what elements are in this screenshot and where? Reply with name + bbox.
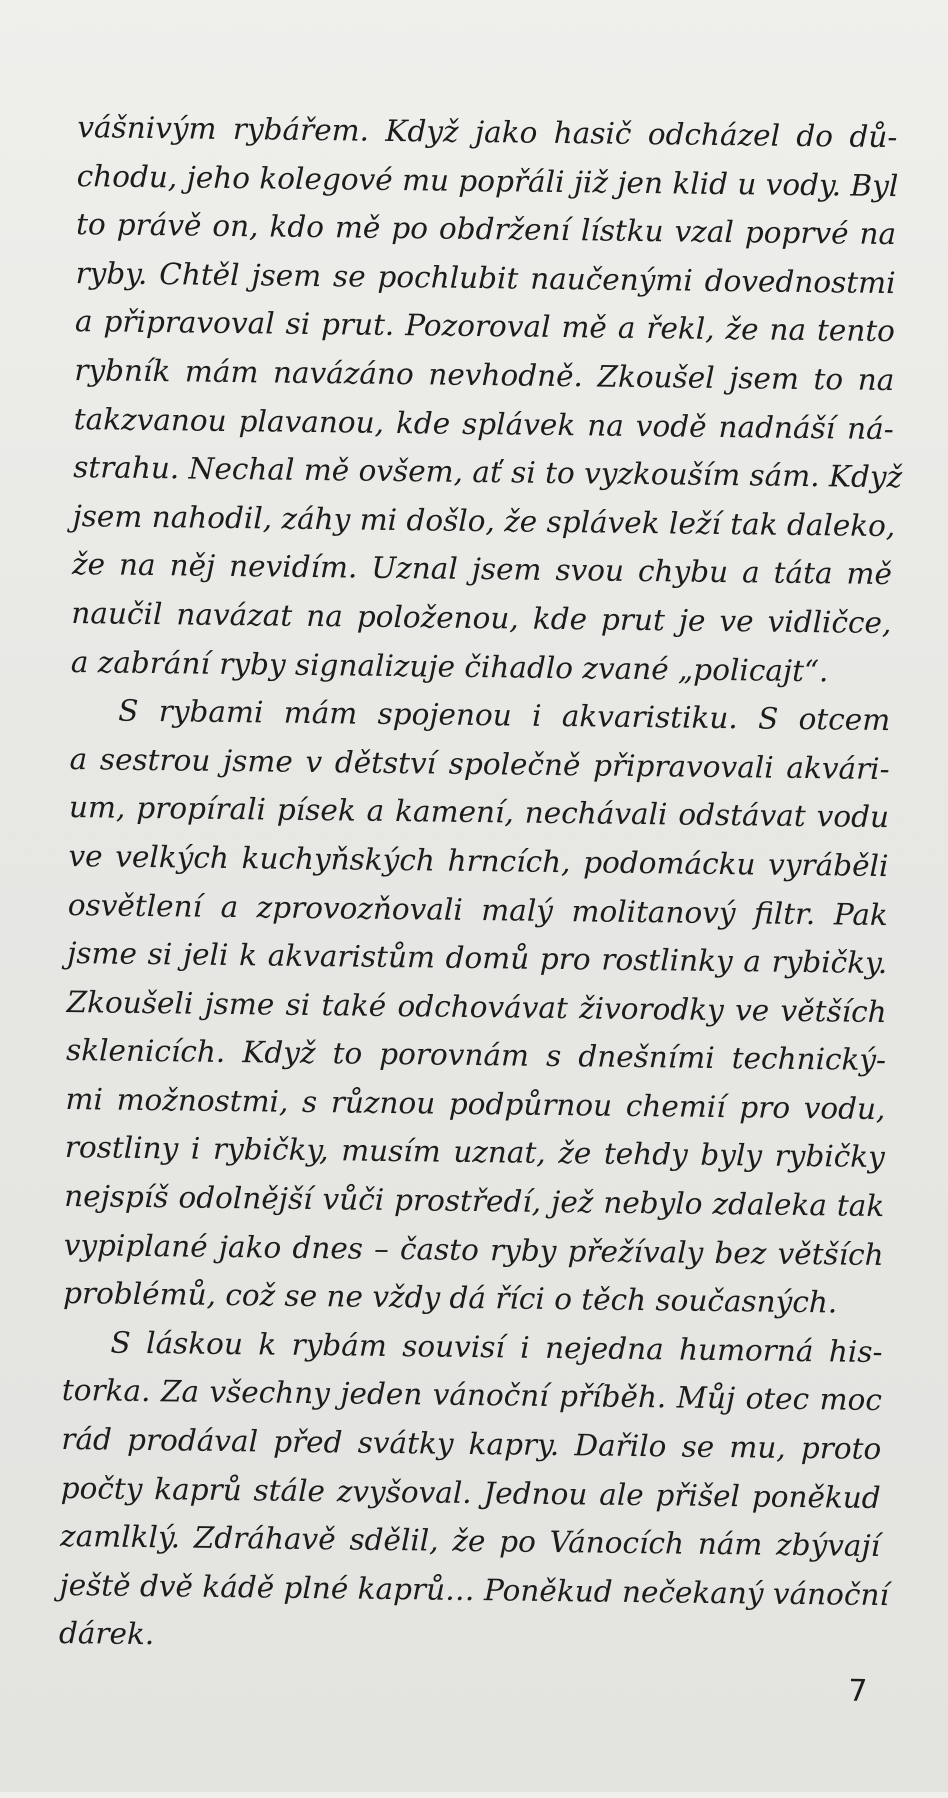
text-line: že na něj nevidím. Uznal jsem svou chybu a táta mě (71, 547, 893, 592)
text-line: to právě on, kdo mě po obdržení lístku vzal poprvé na (75, 207, 897, 252)
text-line: osvětlení a zprovozňovali malý molitanový filtr. Pak (67, 887, 889, 932)
body-text (58, 103, 903, 1668)
page-number: 7 (848, 1673, 868, 1709)
text-line: jsem nahodil, záhy mi došlo, že splávek leží tak daleko, (72, 498, 896, 543)
text-line: S láskou k rybám souvisí i nejedna humorná his- (110, 1325, 883, 1369)
text-line: ještě dvě kádě plné kaprů… Poněkud nečekaný vánoční (59, 1567, 890, 1612)
text-line: um, propírali písek a kamení, nechávali odstávat vodu (68, 790, 890, 835)
text-line: a připravoval si prut. Pozoroval mě a řekl, že na tento (74, 304, 896, 349)
text-line: strahu. Nechal mě ovšem, ať si to vyzkouším sám. Když (73, 450, 903, 495)
text-line: torka. Za všechny jeden vánoční příběh. Můj otec moc (61, 1373, 883, 1418)
text-line: vášnivým rybářem. Když jako hasič odcházel do dů- (77, 110, 898, 155)
text-line: sklenicích. Když to porovnám s dnešními technický- (65, 1033, 887, 1078)
text-line: Zkoušeli jsme si také odchovávat živorodky ve větších (66, 984, 887, 1029)
text-line: takzvanou plavanou, kde splávek na vodě nadnáší ná- (73, 401, 894, 446)
text-line: jsme si jeli k akvaristům domů pro rostlinky a rybičky. (67, 936, 888, 981)
text-line: a sestrou jsme v dětství společně připravovali akvári- (69, 741, 890, 786)
text-line: dárek. (58, 1616, 155, 1652)
text-line: naučil navázat na položenou, kde prut je ve vidličce, (71, 595, 892, 641)
text-line: chodu, jeho kolegové mu popřáli již jen klid u vody. Byl (76, 158, 899, 203)
text-line: ryby. Chtěl jsem se pochlubit naučenými dovednostmi (75, 255, 896, 300)
text-line: rybník mám navázáno nevhodně. Zkoušel jsem to na (74, 353, 895, 398)
text-line: S rybami mám spojenou i akvaristiku. S otcem (118, 693, 891, 738)
text-line: zamlklý. Zdráhavě sdělil, že po Vánocích nám zbývají (59, 1519, 881, 1564)
text-line: mi možnostmi, s různou podpůrnou chemií pro vodu, (65, 1081, 886, 1126)
text-line: vypiplané jako dnes – často ryby přežívaly bez větších (63, 1227, 884, 1272)
text-line: a zabrání ryby signalizuje čihadlo zvané „policajt“. (70, 644, 829, 688)
text-line: počty kaprů stále zvyšoval. Jednou ale přišel poněkud (60, 1470, 881, 1515)
text-line: rád prodával před svátky kapry. Dařilo se mu, proto (61, 1422, 882, 1467)
text-line: problémů, což se ne vždy dá říci o těch současných. (62, 1276, 838, 1320)
text-line: ve velkých kuchyňských hrncích, podomácku vyráběli (68, 838, 889, 883)
text-line: rostliny i rybičky, musím uznat, že tehdy byly rybičky (64, 1130, 886, 1175)
text-line: nejspíš odolnější vůči prostředí, jež nebylo zdaleka tak (64, 1179, 885, 1224)
